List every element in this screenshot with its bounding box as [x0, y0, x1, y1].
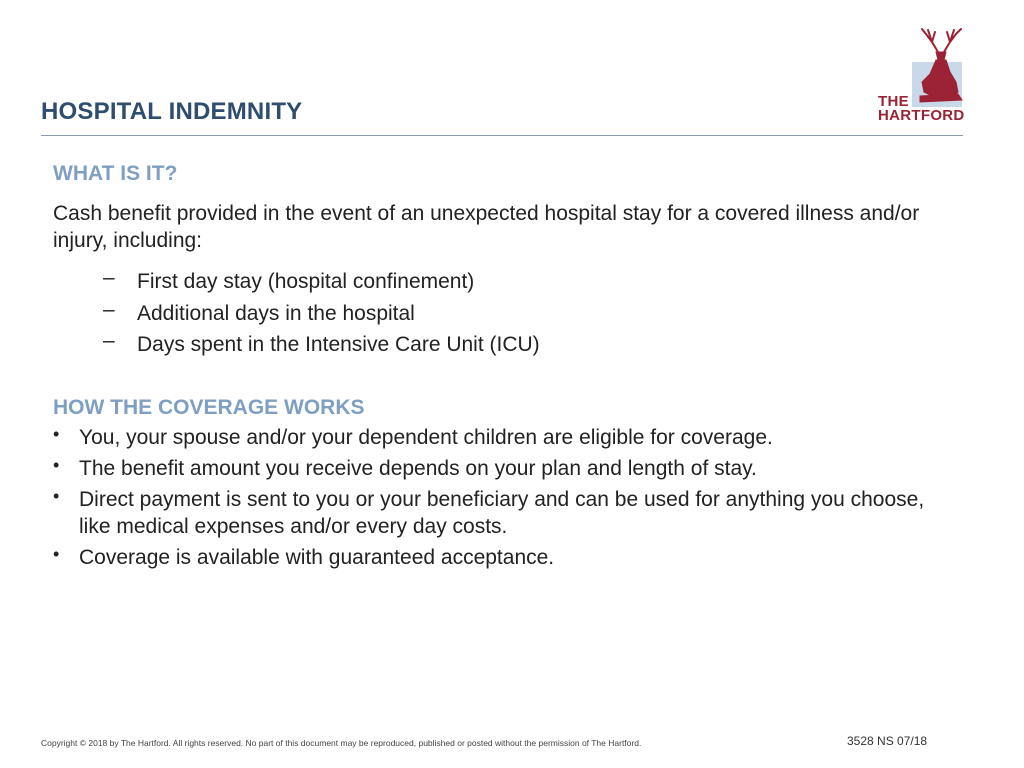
- bullet-marker: •: [53, 454, 60, 475]
- section-heading-coverage: HOW THE COVERAGE WORKS: [53, 395, 365, 419]
- list-item-text: Additional days in the hospital: [137, 301, 415, 325]
- coverage-list: [53, 424, 933, 571]
- dash-marker: –: [103, 329, 115, 352]
- logo-text-hartford: HARTFORD: [878, 107, 965, 124]
- section-heading-what-is-it: WHAT IS IT?: [53, 162, 178, 185]
- bullet-marker: •: [53, 485, 60, 506]
- benefit-list: [53, 266, 933, 361]
- hartford-logo: [872, 26, 972, 126]
- coverage-section: [53, 394, 933, 571]
- slide-content: [53, 160, 933, 571]
- copyright-notice: Copyright © 2018 by The Hartford. All rights reserved. No part of this document may be reproduced, published or posted without the permission of The Hartford.: [41, 738, 642, 748]
- list-item-text: You, your spouse and/or your dependent children are eligible for coverage.: [79, 425, 773, 449]
- list-item: [53, 544, 933, 571]
- list-item-text: The benefit amount you receive depends on your plan and length of stay.: [79, 456, 757, 480]
- dash-marker: –: [103, 266, 115, 289]
- logo-text-the: THE: [878, 93, 909, 110]
- list-item: [53, 455, 933, 482]
- list-item: [53, 486, 933, 540]
- bullet-marker: •: [53, 423, 60, 444]
- list-item: [103, 329, 933, 361]
- list-item-text: Days spent in the Intensive Care Unit (ICU): [137, 333, 540, 356]
- what-is-it-section: [53, 160, 933, 361]
- bullet-marker: •: [53, 543, 60, 564]
- list-item: [103, 266, 933, 298]
- definition-paragraph: Cash benefit provided in the event of an unexpected hospital stay for a covered illness and/or injury, including:: [53, 202, 920, 252]
- list-item-text: Coverage is available with guaranteed acceptance.: [79, 545, 555, 569]
- list-item-text: First day stay (hospital confinement): [137, 270, 475, 293]
- dash-marker: –: [103, 297, 115, 321]
- document-code: 3528 NS 07/18: [847, 734, 928, 748]
- page-title: HOSPITAL INDEMNITY: [41, 98, 303, 125]
- list-item: [103, 298, 933, 330]
- list-item-text: Direct payment is sent to you or your beneficiary and can be used for anything you choose, like medical expenses and/or every day costs.: [79, 487, 925, 538]
- list-item: [53, 424, 933, 451]
- title-divider: [41, 135, 963, 136]
